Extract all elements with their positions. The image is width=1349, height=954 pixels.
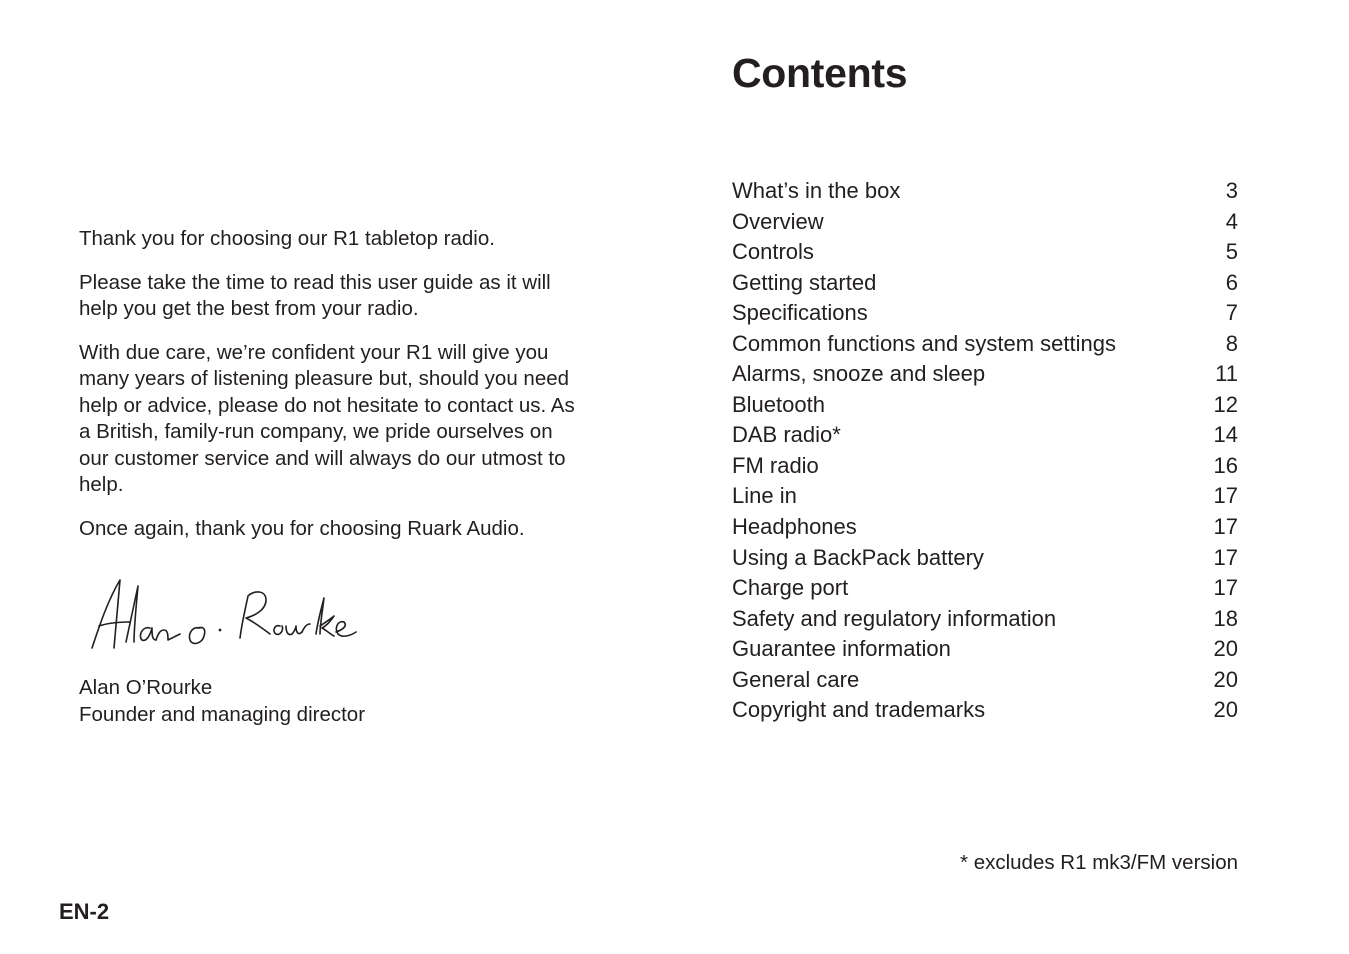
contents-item-page: 16 [1213, 452, 1238, 478]
contents-item-page: 7 [1225, 300, 1238, 326]
contents-item [732, 512, 1238, 543]
contents-item-label: Alarms, snooze and sleep [732, 361, 986, 387]
contents-item-label: Specifications [732, 300, 868, 326]
contents-item-label: Common functions and system settings [732, 330, 1116, 356]
contents-item-page: 20 [1213, 636, 1238, 662]
intro-paragraph: With due care, we’re confident your R1 will give you many years of listening pleasure but, should you need help or advice, please do not hesitate to contact us. As a British, family-run company, we pride ourselves on our customer service and will always do our utmost to help. [79, 340, 575, 496]
contents-item-page: 3 [1225, 178, 1238, 203]
contents-item-label: Using a BackPack battery [732, 544, 984, 570]
intro-paragraph: Thank you for choosing our R1 tabletop radio. [79, 227, 495, 250]
contents-item-page: 20 [1213, 697, 1238, 723]
contents-item-label: Overview [732, 208, 824, 234]
contents-item [732, 268, 1238, 299]
intro-letter [79, 226, 579, 559]
contents-item-page: 17 [1213, 544, 1238, 570]
signer-title: Founder and managing director [79, 702, 366, 726]
intro-paragraph: Please take the time to read this user guide as it will help you get the best from your radio. [79, 270, 551, 320]
contents-item-page: 17 [1213, 483, 1238, 509]
footnote: * excludes R1 mk3/FM version [960, 851, 1238, 874]
contents-item [732, 390, 1238, 421]
contents-item [732, 573, 1238, 604]
contents-item-page: 6 [1225, 269, 1238, 295]
contents-item-label: Getting started [732, 269, 877, 295]
page-number: EN-2 [59, 899, 110, 924]
contents-item-label: Safety and regulatory information [732, 605, 1057, 631]
contents-item [732, 420, 1238, 451]
contents-item [732, 176, 1238, 207]
contents-item [732, 604, 1238, 635]
contents-list [732, 176, 1238, 726]
contents-item [732, 481, 1238, 512]
contents-item-page: 11 [1215, 361, 1238, 387]
contents-item-page: 20 [1213, 666, 1238, 692]
signer-name: Alan O’Rourke [79, 676, 213, 699]
contents-item-page: 8 [1225, 330, 1238, 356]
contents-item-label: DAB radio* [732, 422, 841, 448]
contents-item [732, 451, 1238, 482]
contents-item-label: Charge port [732, 575, 849, 601]
intro-paragraph: Once again, thank you for choosing Ruark Audio. [79, 516, 525, 540]
contents-item [732, 634, 1238, 665]
signer-block [79, 675, 365, 728]
contents-item-label: Headphones [732, 514, 857, 540]
signature-image [86, 572, 366, 657]
contents-item-page: 4 [1225, 208, 1238, 234]
contents-item-label: FM radio [732, 452, 819, 478]
contents-item-page: 18 [1213, 605, 1238, 631]
contents-item-label: General care [732, 666, 860, 692]
contents-item-page: 12 [1213, 391, 1238, 417]
contents-item [732, 543, 1238, 574]
contents-item [732, 237, 1238, 268]
contents-item [732, 207, 1238, 238]
contents-title: Contents [732, 50, 908, 96]
contents-item [732, 329, 1238, 360]
contents-item-label: Bluetooth [732, 391, 825, 417]
contents-item-label: Controls [732, 239, 814, 265]
contents-item-label: Guarantee information [732, 636, 951, 662]
contents-item-page: 14 [1213, 422, 1238, 448]
contents-item [732, 665, 1238, 696]
contents-item-label: Line in [732, 483, 797, 509]
contents-item [732, 359, 1238, 390]
contents-item [732, 695, 1238, 726]
contents-item-label: What’s in the box [732, 178, 901, 203]
contents-item-page: 5 [1225, 239, 1238, 265]
contents-item-label: Copyright and trademarks [732, 697, 986, 723]
contents-item-page: 17 [1213, 575, 1238, 601]
contents-item-page: 17 [1213, 514, 1238, 540]
contents-item [732, 298, 1238, 329]
